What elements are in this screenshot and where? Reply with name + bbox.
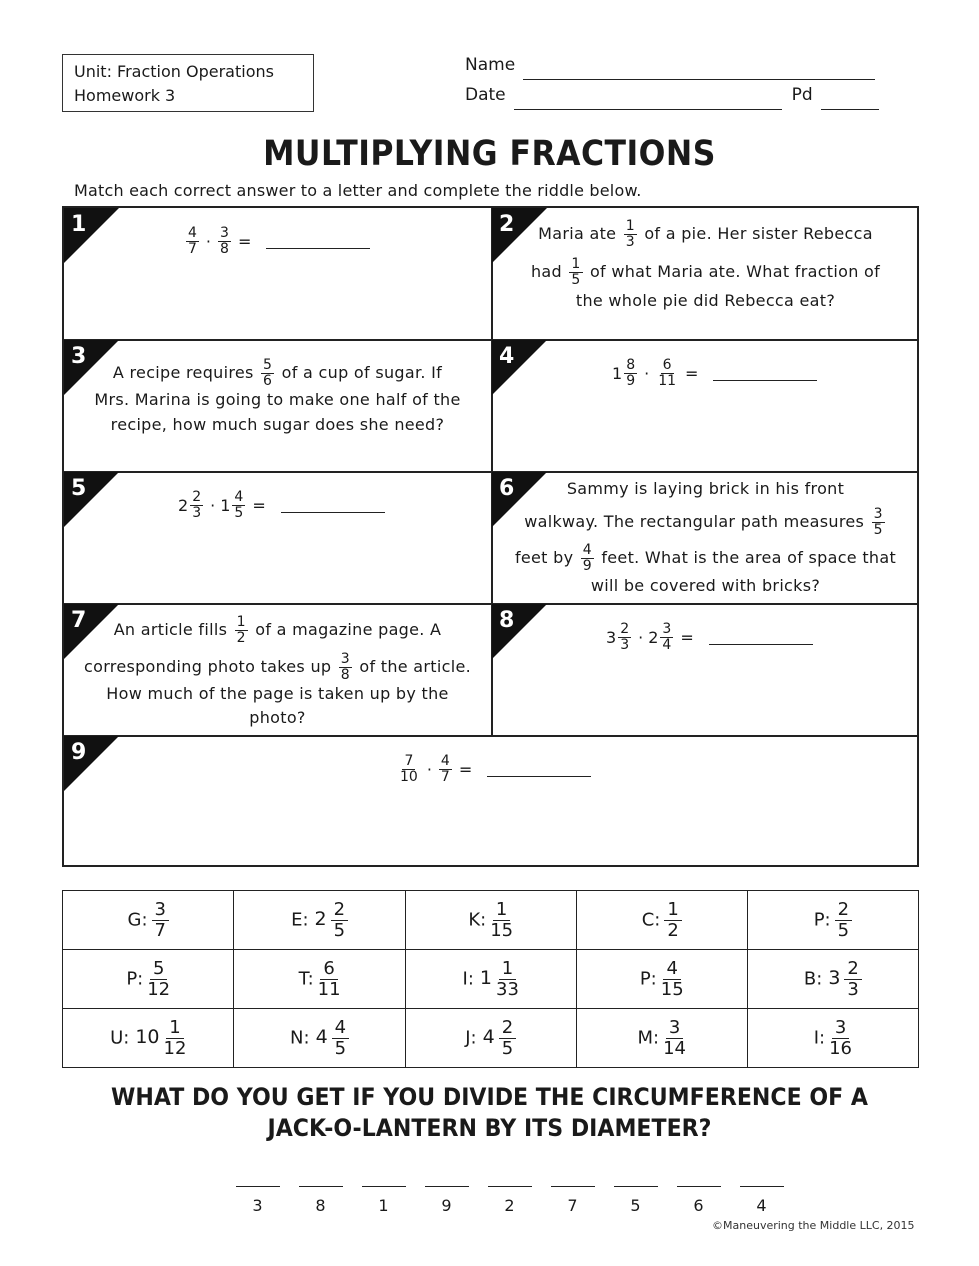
riddle-slot [667,1168,730,1215]
answer-letter: B: [803,968,823,989]
answer-letter: I: [462,968,474,989]
answer-key-cell [747,1009,918,1068]
slot-number: 6 [693,1196,704,1215]
answer-letter: T: [298,968,314,989]
problem-2: 2 Maria ate $\frac{1}{3}$ of a pie. Her sister Rebecca had $\frac{1}{5}$ of what Maria ate. What fraction of the whole pie did Rebecca eat? [492,208,919,339]
problem-5 [64,472,491,603]
problem-number: 8 [499,608,515,633]
fraction: $\frac{6}{11}$ [317,957,341,1000]
problem-number: 2 [499,212,515,237]
letter-blank[interactable] [614,1168,658,1187]
pd-label: Pd [791,85,813,105]
letter-blank[interactable] [362,1168,406,1187]
answer-key-cell [405,1009,576,1068]
fraction: $\frac{3}{14}$ [663,1016,686,1059]
answer-letter: E: [291,909,309,930]
riddle-slot [541,1168,604,1215]
riddle-slot [226,1168,289,1215]
riddle-slot [604,1168,667,1215]
answer-key-cell [747,891,918,950]
problem-3: 3 A recipe requires $\frac{5}{6}$ of a cup of sugar. If Mrs. Marina is going to make one half of the recipe, how much sugar does she need? [64,340,491,471]
word-problem: Sammy is laying brick in his front [566,479,845,498]
riddle-slot [352,1168,415,1215]
whole-number: 10 [135,1026,160,1048]
problem-7: 7 An article fills $\frac{1}{2}$ of a magazine page. A corresponding photo takes up $\frac{3}{8}$ of the article. How much of the page is taken up by the photo? [64,604,491,735]
unit-label: Unit: Fraction Operations [74,62,274,81]
riddle-slot [415,1168,478,1215]
name-date-block [465,50,879,110]
answer-letter: C: [641,909,661,930]
whole-number: 1 [479,967,492,989]
slot-number: 7 [567,1196,578,1215]
fraction: $\frac{2}{5}$ [499,1018,516,1059]
answer-blank[interactable] [281,498,385,513]
answer-letter: U: [110,1027,130,1048]
letter-blank[interactable] [488,1168,532,1187]
whole-number: 3 [828,967,841,989]
name-label: Name [465,55,516,75]
fraction: $\frac{2}{3}$ [844,959,861,1000]
letter-blank[interactable] [425,1168,469,1187]
letter-blank[interactable] [299,1168,343,1187]
word-problem: A recipe requires $\frac{5}{6}$ of a cup of sugar. If [112,357,443,389]
expression: $\frac{7}{10}$ · $\frac{4}{7}$ = [396,754,591,785]
expression: 3 $\frac{2}{3}$ · 2 $\frac{3}{4}$ = [606,622,813,653]
answer-key-cell [63,1009,234,1068]
answer-letter: P: [813,909,831,930]
riddle-slot [478,1168,541,1215]
homework-label: Homework 3 [74,86,176,105]
fraction: $\frac{2}{5}$ [331,900,348,941]
answer-key-cell [747,950,918,1009]
problem-8 [492,604,919,735]
whole-number: 4 [315,1026,328,1048]
date-field[interactable] [514,91,782,110]
slot-number: 4 [756,1196,767,1215]
letter-blank[interactable] [740,1168,784,1187]
expression: $\frac{4}{7}$ · $\frac{3}{8}$ = [184,226,370,257]
date-label: Date [465,85,506,105]
answer-blank[interactable] [709,630,813,645]
answer-key-cell [576,891,747,950]
problem-6: 6 Sammy is laying brick in his front walkway. The rectangular path measures $\frac{3}{5}$ feet by $\frac{4}{9}$ feet. What is the area of space that will be covered with bricks? [492,472,919,603]
expression: 1 $\frac{8}{9}$ · $\frac{6}{11}$ = [612,358,817,389]
riddle-question: WHAT DO YOU GET IF YOU DIVIDE THE CIRCUMFERENCE OF A JACK-O-LANTERN BY ITS DIAMETER? [111,1083,868,1142]
problem-number: 7 [71,608,87,633]
fraction: $\frac{4}{7}$ [188,225,197,257]
fraction: $\frac{3}{16}$ [829,1016,853,1059]
answer-letter: N: [290,1027,310,1048]
answer-letter: P: [126,968,144,989]
pd-field[interactable] [821,91,879,110]
answer-blank[interactable] [487,762,591,777]
answer-key-row [63,1009,919,1068]
answer-key-row [63,950,919,1009]
problem-number: 1 [71,212,87,237]
slot-number: 2 [504,1196,515,1215]
answer-letter: M: [637,1027,660,1048]
letter-blank[interactable] [551,1168,595,1187]
answer-key-cell [576,950,747,1009]
problem-number: 9 [71,740,87,765]
instructions: Match each correct answer to a letter and complete the riddle below. [74,181,642,200]
slot-number: 9 [441,1196,452,1215]
letter-blank[interactable] [236,1168,280,1187]
riddle-answer-slots [226,1168,796,1215]
fraction: $\frac{4}{15}$ [660,957,684,1000]
answer-key-cell [234,891,405,950]
word-problem: An article fills $\frac{1}{2}$ of a magazine page. A [113,614,442,646]
answer-key-cell [63,950,234,1009]
name-field[interactable] [523,61,875,80]
fraction: $\frac{3}{7}$ [152,900,169,941]
fraction: $\frac{1}{33}$ [496,957,519,1000]
copyright: ©Maneuvering the Middle LLC, 2015 [712,1219,915,1232]
answer-blank[interactable] [713,366,817,381]
unit-box [62,54,314,112]
answer-key-cell [63,891,234,950]
word-problem: Maria ate $\frac{1}{3}$ of a pie. Her sister Rebecca [538,218,873,250]
fraction: $\frac{1}{15}$ [490,898,514,941]
problem-number: 5 [71,476,87,501]
answer-key-table [62,890,919,1068]
problem-number: 4 [499,344,515,369]
fraction: $\frac{2}{5}$ [835,900,852,941]
answer-blank[interactable] [266,234,370,249]
problem-9 [64,736,919,867]
problem-1 [64,208,491,339]
riddle-slot [289,1168,352,1215]
answer-letter: J: [465,1027,477,1048]
page-title: MULTIPLYING FRACTIONS [263,134,716,174]
slot-number: 8 [315,1196,326,1215]
answer-letter: P: [639,968,657,989]
problem-number: 6 [499,476,515,501]
answer-letter: G: [127,909,148,930]
fraction: $\frac{1}{2}$ [664,900,681,941]
fraction: $\frac{1}{12}$ [163,1016,187,1059]
fraction: $\frac{3}{8}$ [220,225,229,257]
answer-key-cell [405,950,576,1009]
whole-number: 4 [482,1026,495,1048]
problem-4 [492,340,919,471]
answer-key-cell [234,950,405,1009]
riddle-slot [730,1168,793,1215]
expression: 2 $\frac{2}{3}$ · 1 $\frac{4}{5}$ = [178,490,385,521]
answer-letter: K: [468,909,487,930]
answer-letter: I: [813,1027,826,1048]
letter-blank[interactable] [677,1168,721,1187]
answer-key-cell [405,891,576,950]
slot-number: 3 [252,1196,263,1215]
problem-number: 3 [71,344,87,369]
fraction: $\frac{5}{12}$ [147,957,171,1000]
problem-grid [62,206,919,867]
answer-key-cell [576,1009,747,1068]
fraction: $\frac{4}{5}$ [332,1018,349,1059]
slot-number: 5 [630,1196,641,1215]
slot-number: 1 [378,1196,389,1215]
whole-number: 2 [314,908,327,930]
answer-key-cell [234,1009,405,1068]
answer-key-row [63,891,919,950]
